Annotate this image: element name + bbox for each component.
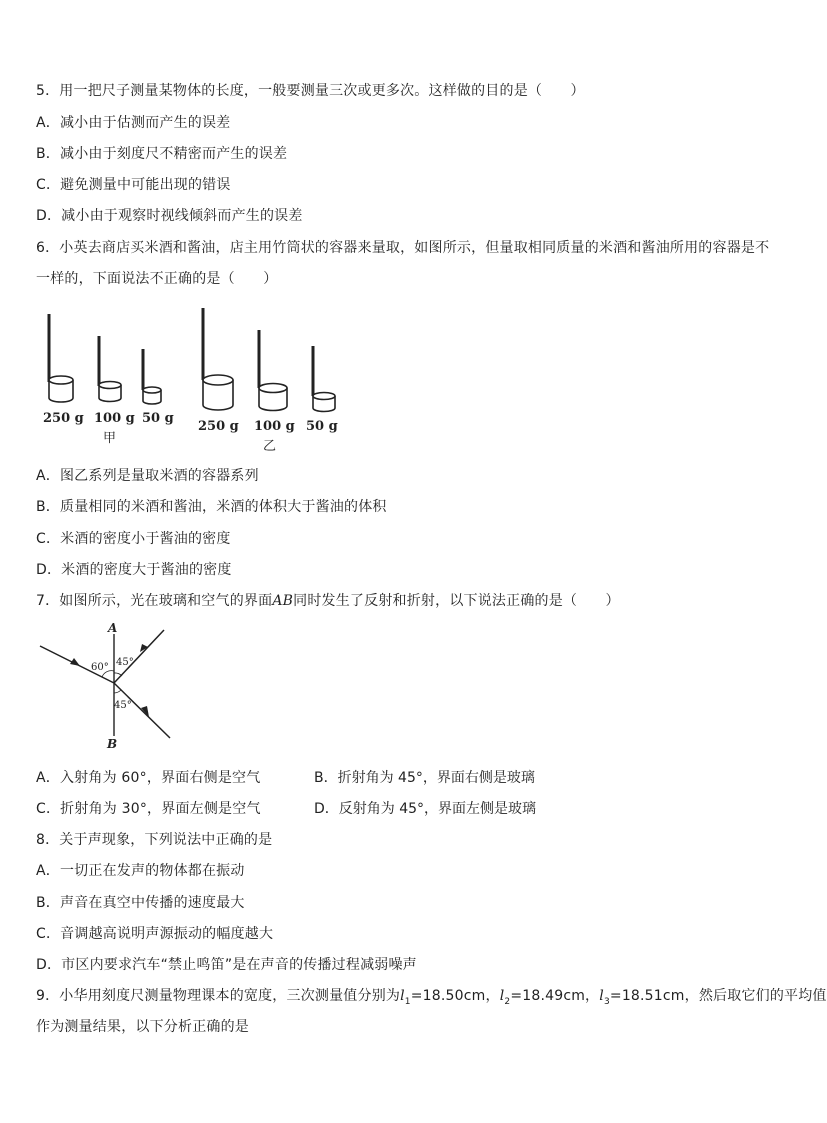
q9-l3-value: =18.51cm，然后取它们的平均值 bbox=[609, 988, 827, 1004]
q9-l3-symbol: l bbox=[599, 988, 604, 1004]
yi-label-250g: 250 g bbox=[198, 419, 239, 434]
q8-option-d[interactable]: D．市区内要求汽车“禁止鸣笛”是在声音的传播过程减弱噪声 bbox=[36, 957, 417, 973]
q7-stem-prefix: 7．如图所示，光在玻璃和空气的界面 bbox=[36, 593, 273, 609]
q7-stem bbox=[36, 592, 620, 610]
q9-stem-line1 bbox=[36, 987, 827, 1011]
q9-l1-value: =18.50cm， bbox=[410, 988, 500, 1004]
yi-label-100g: 100 g bbox=[254, 419, 295, 434]
q6-option-a[interactable]: A．图乙系列是量取米酒的容器系列 bbox=[36, 468, 259, 484]
group-yi-containers bbox=[203, 308, 335, 412]
jia-label-250g: 250 g bbox=[43, 411, 84, 426]
angle-60: 60° bbox=[91, 662, 109, 673]
q5-stem: 5．用一把尺子测量某物体的长度，一般要测量三次或更多次。这样做的目的是（ ） bbox=[36, 83, 585, 99]
angle-45-lower: 45° bbox=[114, 700, 132, 711]
q9-l2-sub: 2 bbox=[504, 996, 511, 1007]
jia-label-100g: 100 g bbox=[94, 411, 135, 426]
q9-l1-symbol: l bbox=[400, 988, 405, 1004]
jia-group-name: 甲 bbox=[103, 431, 117, 446]
yi-group-name: 乙 bbox=[263, 439, 277, 454]
label-b: B bbox=[107, 737, 118, 751]
q6-option-d[interactable]: D．米酒的密度大于酱油的密度 bbox=[36, 562, 232, 578]
q7-option-d[interactable]: D．反射角为 45°，界面左侧是玻璃 bbox=[314, 801, 537, 817]
q6-stem-line2: 一样的，下面说法不正确的是（ ） bbox=[36, 271, 278, 287]
q7-option-b[interactable]: B．折射角为 45°，界面右侧是玻璃 bbox=[314, 770, 535, 786]
q6-stem-line1: 6．小英去商店买米酒和酱油，店主用竹筒状的容器来量取，如图所示，但量取相同质量的米酒和酱油所用的容器是不 bbox=[36, 240, 770, 256]
group-jia-containers bbox=[49, 314, 161, 404]
q8-option-c[interactable]: C．音调越高说明声源振动的幅度越大 bbox=[36, 926, 274, 942]
q6-option-b[interactable]: B．质量相同的米酒和酱油，米酒的体积大于酱油的体积 bbox=[36, 499, 387, 515]
q9-l2-symbol: l bbox=[499, 988, 505, 1004]
q7-stem-ab: AB bbox=[272, 593, 294, 609]
q7-option-c[interactable]: C．折射角为 30°，界面左侧是空气 bbox=[36, 801, 261, 817]
jia-label-50g: 50 g bbox=[142, 411, 174, 426]
q6-option-c[interactable]: C．米酒的密度小于酱油的密度 bbox=[36, 531, 231, 547]
q8-option-a[interactable]: A．一切正在发声的物体都在振动 bbox=[36, 863, 245, 879]
q7-stem-suffix: 同时发生了反射和折射，以下说法正确的是（ ） bbox=[293, 593, 620, 609]
q8-stem: 8．关于声现象，下列说法中正确的是 bbox=[36, 832, 273, 848]
q5-option-c[interactable]: C．避免测量中可能出现的错误 bbox=[36, 177, 231, 193]
q7-option-a[interactable]: A．入射角为 60°，界面右侧是空气 bbox=[36, 770, 261, 786]
q7-refraction-figure bbox=[36, 620, 186, 750]
q9-l2-value: =18.49cm， bbox=[510, 988, 600, 1004]
incident-arrow bbox=[70, 658, 80, 666]
q9-stem-line2: 作为测量结果，以下分析正确的是 bbox=[36, 1019, 249, 1035]
yi-label-50g: 50 g bbox=[306, 419, 338, 434]
q9-l1-sub: 1 bbox=[404, 996, 411, 1007]
label-a: A bbox=[108, 621, 118, 635]
q9-l3-sub: 3 bbox=[603, 996, 610, 1007]
q9-stem-a: 9．小华用刻度尺测量物理课本的宽度，三次测量值分别为 bbox=[36, 988, 401, 1004]
q5-option-b[interactable]: B．减小由于刻度尺不精密而产生的误差 bbox=[36, 146, 288, 162]
q5-option-d[interactable]: D．减小由于观察时视线倾斜而产生的误差 bbox=[36, 208, 303, 224]
angle-45-upper: 45° bbox=[116, 657, 134, 668]
q5-option-a[interactable]: A．减小由于估测而产生的误差 bbox=[36, 115, 231, 131]
q8-option-b[interactable]: B．声音在真空中传播的速度最大 bbox=[36, 895, 245, 911]
q6-containers-figure bbox=[38, 304, 348, 454]
